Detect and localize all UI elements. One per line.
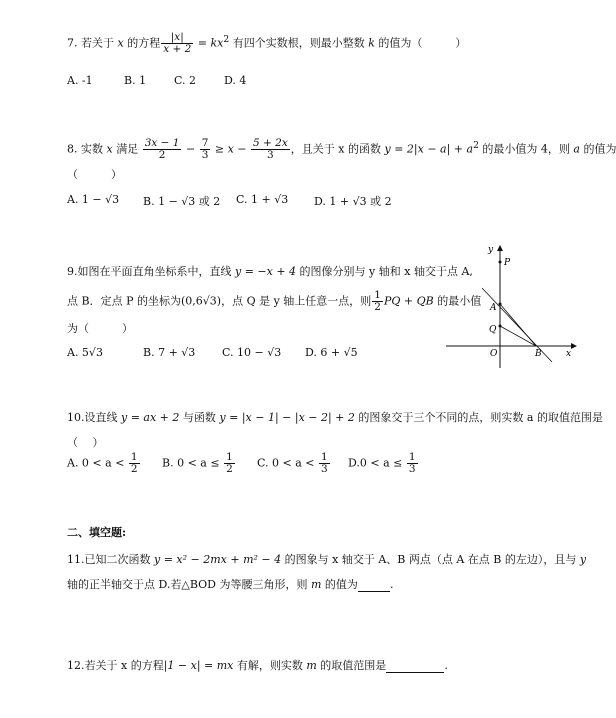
q11-line-1: 11.已知二次函数 y = x² − 2mx + m² − 4 的图象与 x 轴交于 A、B 两点（点 A 在点 B 的左边），且与 y — [67, 553, 587, 566]
q11-answer-blank[interactable] — [358, 578, 390, 592]
q10-option-c[interactable]: C. 0 < a < $\frac{1}{3}$ — [257, 451, 328, 476]
y-axis-label: y — [488, 245, 494, 255]
segment-qb — [500, 326, 536, 346]
point-a — [499, 303, 502, 306]
q8-paren: （ ） — [67, 168, 122, 181]
q8-option-b[interactable]: B. 1 − √3 或 2 — [143, 195, 221, 208]
line-pb — [500, 304, 536, 346]
q9-option-b[interactable]: B. 7 + √3 — [143, 346, 196, 359]
label-a: A — [490, 303, 497, 313]
q8-stem: 8. 实数 x 满足 $\frac{3x - 1}{2}$ − $\frac{7}{3}$ ≥ x − $\frac{5 + 2x}{3}$ ，且关于 x 的函数 $y = 2|x - a| + a^2$ 的最小值为 4，则 a 的值为 — [67, 137, 616, 162]
q8-fraction-1: $\frac{3x - 1}{2}$ — [144, 137, 180, 162]
q10-option-a[interactable]: A. 0 < a < $\frac{1}{2}$ — [67, 451, 138, 476]
q8-option-a[interactable]: A. 1 − √3 — [67, 193, 120, 206]
q12-answer-blank[interactable] — [386, 659, 444, 673]
q8-fraction-3: $\frac{5 + 2x}{3}$ — [253, 137, 288, 162]
label-o: O — [490, 349, 498, 359]
label-p: P — [504, 258, 511, 268]
q7-option-a[interactable]: A. -1 — [67, 74, 93, 87]
q9-option-d[interactable]: D. 6 + √5 — [305, 346, 358, 359]
q9-fraction: $\frac{1}{2}$ — [374, 289, 381, 314]
q9-line-2: 点 B．定点 P 的坐标为(0,6√3)，点 Q 是 y 轴上任意一点，则 $\frac{1}{2}$ PQ + QB 的最小值 — [67, 289, 482, 314]
q9-line-1: 9.如图在平面直角坐标系中，直线 y = −x + 4 的图像分别与 y 轴和 x 轴交于点 A, — [67, 265, 473, 278]
q10-stem: 10.设直线 y = ax + 2 与函数 y = |x − 1| − |x − 2| + 2 的图象交于三个不同的点，则实数 a 的取值范围是 — [67, 411, 603, 424]
q9-option-a[interactable]: A. 5√3 — [67, 346, 103, 359]
point-p — [499, 261, 502, 264]
q11-line-2: 轴的正半轴交于点 D.若△BOD 为等腰三角形，则 m 的值为 . — [67, 578, 394, 591]
q10-paren: （ ） — [67, 436, 104, 449]
q9-option-c[interactable]: C. 10 − √3 — [222, 346, 282, 359]
q7-stem: 7. 若关于 x 的方程 $\frac{|x|}{x + 2}$ = $kx^2$ 有四个实数根，则最小整数 k 的值为（ ） — [67, 31, 467, 56]
q9-line-3: 为（ ） — [67, 322, 133, 335]
q7-option-d[interactable]: D. 4 — [224, 74, 247, 87]
q7-option-c[interactable]: C. 2 — [174, 74, 197, 87]
q10-option-b[interactable]: B. 0 < a ≤ $\frac{1}{2}$ — [162, 451, 233, 476]
section-title-fill-in: 二、填空题: — [67, 526, 127, 539]
q12-stem: 12.若关于 x 的方程|1 − x| = mx 有解，则实数 m 的取值范围是 . — [67, 659, 448, 672]
label-q: Q — [489, 325, 497, 335]
x-axis-label: x — [566, 349, 572, 359]
point-q — [499, 325, 502, 328]
q8-option-d[interactable]: D. 1 + √3 或 2 — [314, 195, 392, 208]
q8-fraction-2: $\frac{7}{3}$ — [201, 137, 209, 162]
q8-option-c[interactable]: C. 1 + √3 — [236, 193, 289, 206]
q9-coordinate-graph — [444, 240, 584, 370]
q7-fraction: $\frac{|x|}{x + 2}$ — [163, 31, 192, 56]
label-b: B — [535, 349, 542, 359]
q7-option-b[interactable]: B. 1 — [124, 74, 147, 87]
q10-option-d[interactable]: D.0 < a ≤ $\frac{1}{3}$ — [348, 451, 416, 476]
